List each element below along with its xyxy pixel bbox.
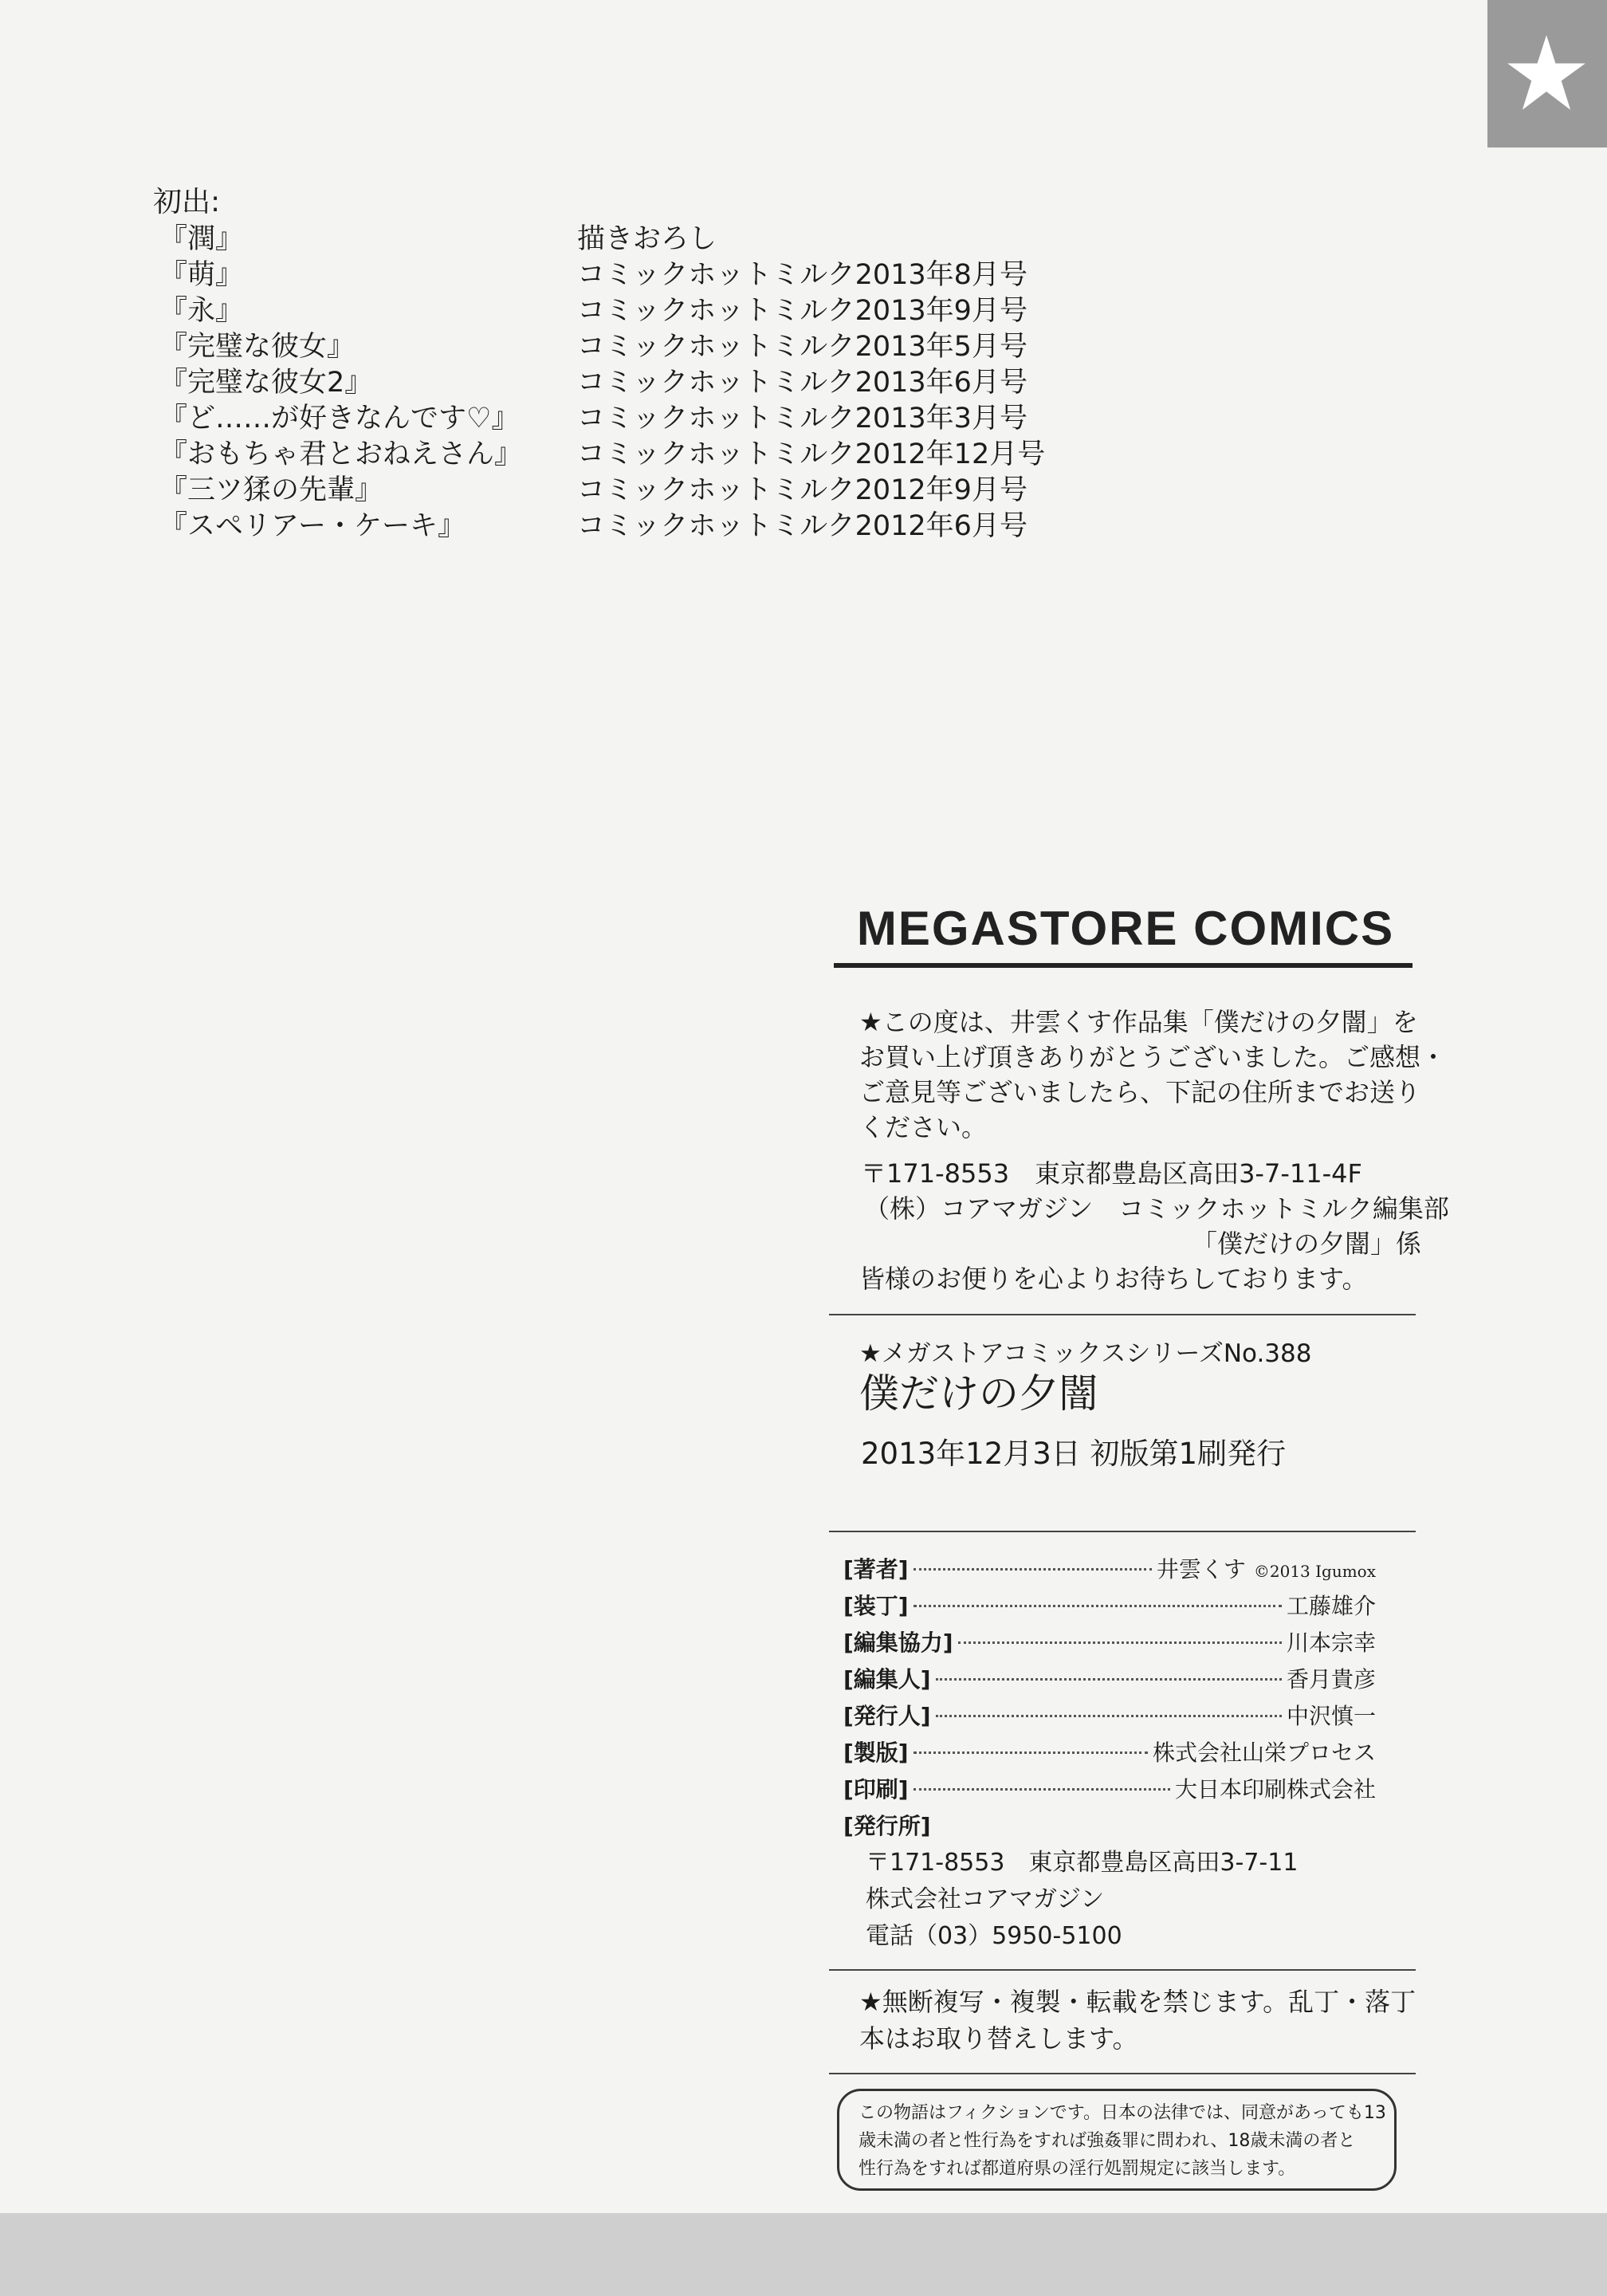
first-appearance-title: 初出: bbox=[153, 186, 221, 218]
first-appearance-row bbox=[159, 365, 1116, 401]
logo-rule bbox=[834, 963, 1413, 968]
first-appearance-row bbox=[159, 437, 1116, 473]
leader-dots bbox=[914, 1568, 1152, 1571]
reader-message bbox=[859, 1005, 1446, 1145]
story-source: コミックホットミルク2013年6月号 bbox=[577, 367, 1027, 399]
fiction-notice bbox=[837, 2089, 1397, 2191]
story-title: 『完璧な彼女2』 bbox=[159, 367, 373, 399]
series-number: ★メガストアコミックスシリーズNo.388 bbox=[859, 1339, 1312, 1368]
first-appearance-row bbox=[159, 293, 1116, 329]
leader-dots bbox=[914, 1788, 1170, 1791]
story-source: コミックホットミルク2013年8月号 bbox=[577, 259, 1027, 291]
credit-name: 大日本印刷株式会社 bbox=[1174, 1776, 1376, 1803]
leader-dots bbox=[958, 1641, 1282, 1644]
first-appearance-list bbox=[159, 222, 1116, 545]
credit-role: [編集協力] bbox=[843, 1630, 953, 1656]
story-source: コミックホットミルク2013年3月号 bbox=[577, 403, 1027, 434]
notice-line: この物語はフィクションです。日本の法律では、同意があっても13 bbox=[859, 2103, 1386, 2123]
star-icon bbox=[1505, 32, 1588, 115]
first-appearance-row bbox=[159, 509, 1116, 545]
credit-row bbox=[843, 1625, 1376, 1661]
story-title: 『永』 bbox=[159, 295, 244, 327]
credit-row bbox=[843, 1551, 1376, 1588]
first-appearance-row bbox=[159, 401, 1116, 437]
credit-name: 中沢慎一 bbox=[1286, 1703, 1376, 1729]
notice-line: 歳未満の者と性行為をすれば強姦罪に問われ、18歳未満の者と bbox=[859, 2131, 1356, 2151]
copyright-text: ©2013 Igumox bbox=[1253, 1562, 1376, 1581]
leader-dots bbox=[914, 1751, 1148, 1754]
story-title: 『潤』 bbox=[159, 223, 244, 255]
publication-date: 2013年12月3日 初版第1刷発行 bbox=[861, 1437, 1287, 1471]
credit-role: [印刷] bbox=[843, 1776, 909, 1803]
section-rule bbox=[829, 1969, 1416, 1971]
leader-dots bbox=[914, 1605, 1282, 1607]
story-title: 『完璧な彼女』 bbox=[159, 331, 356, 363]
address-line: （株）コアマガジン コミックホットミルク編集部 bbox=[864, 1193, 1449, 1224]
megastore-comics-logo: MEGASTORE COMICS bbox=[856, 902, 1395, 955]
story-title: 『萌』 bbox=[159, 259, 244, 291]
section-rule bbox=[829, 1314, 1416, 1315]
bottom-band bbox=[0, 2213, 1607, 2296]
credit-name: 香月貴彦 bbox=[1286, 1666, 1376, 1693]
credit-name: 川本宗幸 bbox=[1286, 1630, 1376, 1656]
message-line: ください。 bbox=[859, 1112, 988, 1142]
section-rule bbox=[829, 1531, 1416, 1532]
closing-message: 皆様のお便りを心よりお待ちしております。 bbox=[859, 1264, 1368, 1294]
corner-tab bbox=[1487, 0, 1607, 147]
story-source: コミックホットミルク2012年6月号 bbox=[577, 510, 1027, 542]
publisher-name: 株式会社コアマガジン bbox=[866, 1885, 1105, 1913]
publisher-info bbox=[843, 1845, 1376, 1955]
publisher-address: 〒171-8553 東京都豊島区高田3-7-11 bbox=[866, 1849, 1299, 1877]
address-line: 〒171-8553 東京都豊島区高田3-7-11-4F bbox=[861, 1158, 1362, 1189]
credits bbox=[843, 1551, 1376, 1955]
credit-role: [著者] bbox=[843, 1556, 909, 1582]
publisher-phone: 電話（03）5950-5100 bbox=[866, 1922, 1122, 1950]
credit-row bbox=[843, 1588, 1376, 1625]
warning-line: ★無断複写・複製・転載を禁じます。乱丁・落丁 bbox=[859, 1987, 1416, 2017]
message-line: お買い上げ頂きありがとうございました。ご感想・ bbox=[859, 1042, 1447, 1072]
story-source: コミックホットミルク2013年9月号 bbox=[577, 295, 1027, 327]
story-source: 描きおろし bbox=[577, 223, 717, 255]
credit-name: 株式会社山栄プロセス bbox=[1152, 1740, 1376, 1766]
first-appearance-row bbox=[159, 258, 1116, 293]
credit-row bbox=[843, 1661, 1376, 1698]
first-appearance-row bbox=[159, 473, 1116, 509]
notice-line: 性行為をすれば都道府県の淫行処罰規定に該当します。 bbox=[859, 2159, 1296, 2179]
story-source: コミックホットミルク2013年5月号 bbox=[577, 331, 1027, 363]
leader-dots bbox=[936, 1715, 1282, 1717]
first-appearance-row bbox=[159, 222, 1116, 258]
mail-address bbox=[861, 1156, 1449, 1261]
message-line: ★この度は、井雲くす作品集「僕だけの夕闇」を bbox=[859, 1007, 1418, 1037]
section-rule bbox=[829, 2073, 1416, 2074]
credit-role: [製版] bbox=[843, 1740, 909, 1766]
credit-row bbox=[843, 1771, 1376, 1808]
credit-role: [装丁] bbox=[843, 1593, 909, 1619]
credit-role: [発行人] bbox=[843, 1703, 931, 1729]
copy-warning bbox=[859, 1983, 1416, 2057]
story-title: 『三ツ猱の先輩』 bbox=[159, 474, 383, 506]
credit-row bbox=[843, 1735, 1376, 1771]
credit-row bbox=[843, 1698, 1376, 1735]
book-title: 僕だけの夕闇 bbox=[859, 1370, 1098, 1417]
message-line: ご意見等ございましたら、下記の住所までお送り bbox=[859, 1077, 1421, 1107]
story-title: 『ど……が好きなんです♡』 bbox=[159, 403, 520, 434]
story-source: コミックホットミルク2012年12月号 bbox=[577, 438, 1046, 470]
leader-dots bbox=[936, 1678, 1282, 1681]
warning-line: 本はお取り替えします。 bbox=[859, 2023, 1138, 2054]
credit-name: 工藤雄介 bbox=[1286, 1593, 1376, 1619]
story-title: 『スペリアー・ケーキ』 bbox=[159, 510, 466, 542]
credit-name: 井雲くす bbox=[1156, 1556, 1246, 1582]
first-appearance-row bbox=[159, 329, 1116, 365]
story-source: コミックホットミルク2012年9月号 bbox=[577, 474, 1027, 506]
story-title: 『おもちゃ君とおねえさん』 bbox=[159, 438, 523, 470]
address-line: 「僕だけの夕闇」係 bbox=[1192, 1229, 1422, 1259]
publisher-label: [発行所] bbox=[843, 1813, 931, 1839]
credit-role: [編集人] bbox=[843, 1666, 931, 1693]
